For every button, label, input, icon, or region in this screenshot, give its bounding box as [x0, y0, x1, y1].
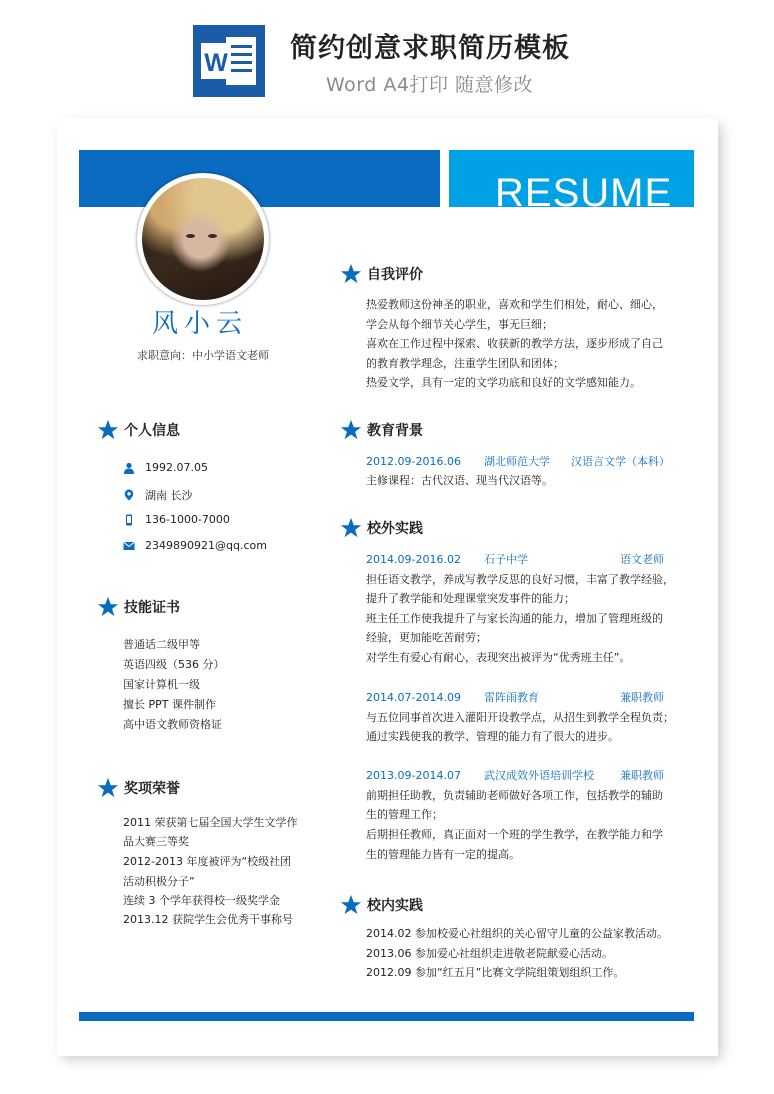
skill-item: 普通话二级甲等: [123, 638, 200, 651]
star-icon: [340, 263, 362, 285]
edu-school: 湖北师范大学: [484, 455, 550, 468]
practice-role: 语文老师: [620, 553, 664, 566]
practice-line: 经验，更加能吃苦耐劳；: [366, 631, 487, 644]
practice-period: 2013.09-2014.07: [366, 769, 461, 782]
page-header: [0, 0, 774, 110]
award-line: 2013.12 获院学生会优秀干事称号: [123, 913, 293, 926]
practice-line: 班主任工作使我提升了与家长沟通的能力，增加了管理班级的: [366, 612, 663, 625]
section-campus-practice: [340, 894, 423, 916]
star-icon: [97, 419, 119, 441]
avatar-eye: [208, 234, 217, 238]
award-line: 2012-2013 年度被评为“校级社团: [123, 855, 292, 868]
skill-item: 擅长 PPT 课件制作: [123, 698, 216, 711]
practice-line: 担任语文教学，养成写教学反思的良好习惯，丰富了教学经验，: [366, 573, 674, 586]
edu-courses: 主修课程：古代汉语、现当代汉语等。: [366, 474, 553, 487]
info-email: [123, 539, 267, 552]
star-icon: [340, 517, 362, 539]
practice-line: 生的管理能力皆有一定的提高。: [366, 848, 520, 861]
campus-line: 2014.02 参加校爱心社组织的关心留守儿童的公益家教活动。: [366, 927, 668, 940]
job-intent: 求职意向：中小学语文老师: [137, 349, 269, 362]
practice-line: 生的管理工作；: [366, 808, 443, 821]
section-title: 校内实践: [367, 898, 423, 914]
self-eval-line: 学会从每个细节关心学生，事无巨细；: [366, 318, 553, 331]
award-line: 2011 荣获第七届全国大学生文学作: [123, 816, 298, 829]
practice-line: 与五位同事首次进入灌阳开设教学点，从招生到教学全程负责；: [366, 711, 674, 724]
info-birthday: [123, 461, 208, 474]
practice-line: 提升了教学能和处理课堂突发事件的能力；: [366, 592, 575, 605]
star-icon: [97, 777, 119, 799]
practice-role: 兼职教师: [620, 769, 664, 782]
section-title: 奖项荣誉: [124, 781, 180, 797]
profile-name: 风小云: [151, 309, 248, 339]
birthday-value: 1992.07.05: [145, 461, 208, 474]
person-icon: [123, 462, 135, 474]
skill-item: 国家计算机一级: [123, 678, 200, 691]
section-title: 校外实践: [367, 521, 423, 537]
award-line: 连续 3 个学年获得校一级奖学金: [123, 894, 280, 907]
section-title: 教育背景: [367, 423, 423, 439]
skill-item: 高中语文教师资格证: [123, 718, 222, 731]
section-personal-info: [97, 419, 180, 441]
word-doc-icon: [193, 25, 265, 97]
word-icon-letter: W: [204, 49, 228, 77]
practice-period: 2014.09-2016.02: [366, 553, 461, 566]
practice-role: 兼职教师: [620, 691, 664, 704]
self-eval-line: 热爱文学，具有一定的文学功底和良好的文学感知能力。: [366, 376, 641, 389]
header-band-right: [449, 150, 694, 207]
self-eval-line: 喜欢在工作过程中探索、收获新的教学方法，逐步形成了自己: [366, 337, 663, 350]
resume-page: [57, 118, 718, 1056]
section-title: 自我评价: [367, 267, 423, 283]
section-self-eval: [340, 263, 423, 285]
practice-line: 通过实践使我的教学、管理的能力有了很大的进步。: [366, 730, 619, 743]
self-eval-line: 热爱教师这份神圣的职业，喜欢和学生们相处，耐心、细心，: [366, 298, 663, 311]
star-icon: [340, 894, 362, 916]
section-education: [340, 419, 423, 441]
practice-line: 对学生有爱心有耐心，表现突出被评为“优秀班主任”。: [366, 651, 631, 664]
campus-line: 2013.06 参加爱心社组织走进敬老院献爱心活动。: [366, 947, 613, 960]
avatar-eye: [186, 234, 195, 238]
section-external-practice: [340, 517, 423, 539]
location-value: 湖南 长沙: [145, 489, 193, 502]
phone-icon: [123, 514, 135, 526]
practice-line: 前期担任助教，负责辅助老师做好各项工作，包括教学的辅助: [366, 789, 663, 802]
section-skills: [97, 596, 180, 618]
location-pin-icon: [123, 489, 135, 501]
resume-label: RESUME: [495, 171, 673, 207]
header-band-left: [79, 150, 440, 207]
star-icon: [340, 419, 362, 441]
info-phone: [123, 513, 230, 526]
section-awards: [97, 777, 180, 799]
footer-bar: [79, 1012, 694, 1021]
star-icon: [97, 596, 119, 618]
practice-period: 2014.07-2014.09: [366, 691, 461, 704]
campus-line: 2012.09 参加“红五月”比赛文学院组策划组织工作。: [366, 966, 625, 979]
email-value: 2349890921@qq.com: [145, 539, 267, 552]
self-eval-line: 的教育教学理念，注重学生团队和团体；: [366, 357, 564, 370]
page-subtitle: Word A4打印 随意修改: [326, 74, 534, 96]
info-location: [123, 487, 193, 503]
mail-icon: [123, 540, 135, 552]
skill-item: 英语四级（536 分）: [123, 658, 225, 671]
practice-org: 石子中学: [484, 553, 528, 566]
page-title: 简约创意求职简历模板: [290, 33, 570, 64]
edu-major: 汉语言文学（本科）: [571, 455, 670, 468]
section-title: 技能证书: [124, 600, 180, 616]
section-title: 个人信息: [124, 423, 180, 439]
award-line: 品大赛三等奖: [123, 835, 189, 848]
award-line: 活动积极分子”: [123, 875, 195, 888]
practice-org: 雷阵雨教育: [484, 691, 539, 704]
practice-org: 武汉成效外语培训学校: [484, 769, 594, 782]
practice-line: 后期担任教师，真正面对一个班的学生教学，在教学能力和学: [366, 828, 663, 841]
avatar: [137, 173, 269, 305]
phone-value: 136-1000-7000: [145, 513, 230, 526]
edu-period: 2012.09-2016.06: [366, 455, 461, 468]
avatar-photo: [142, 178, 264, 300]
